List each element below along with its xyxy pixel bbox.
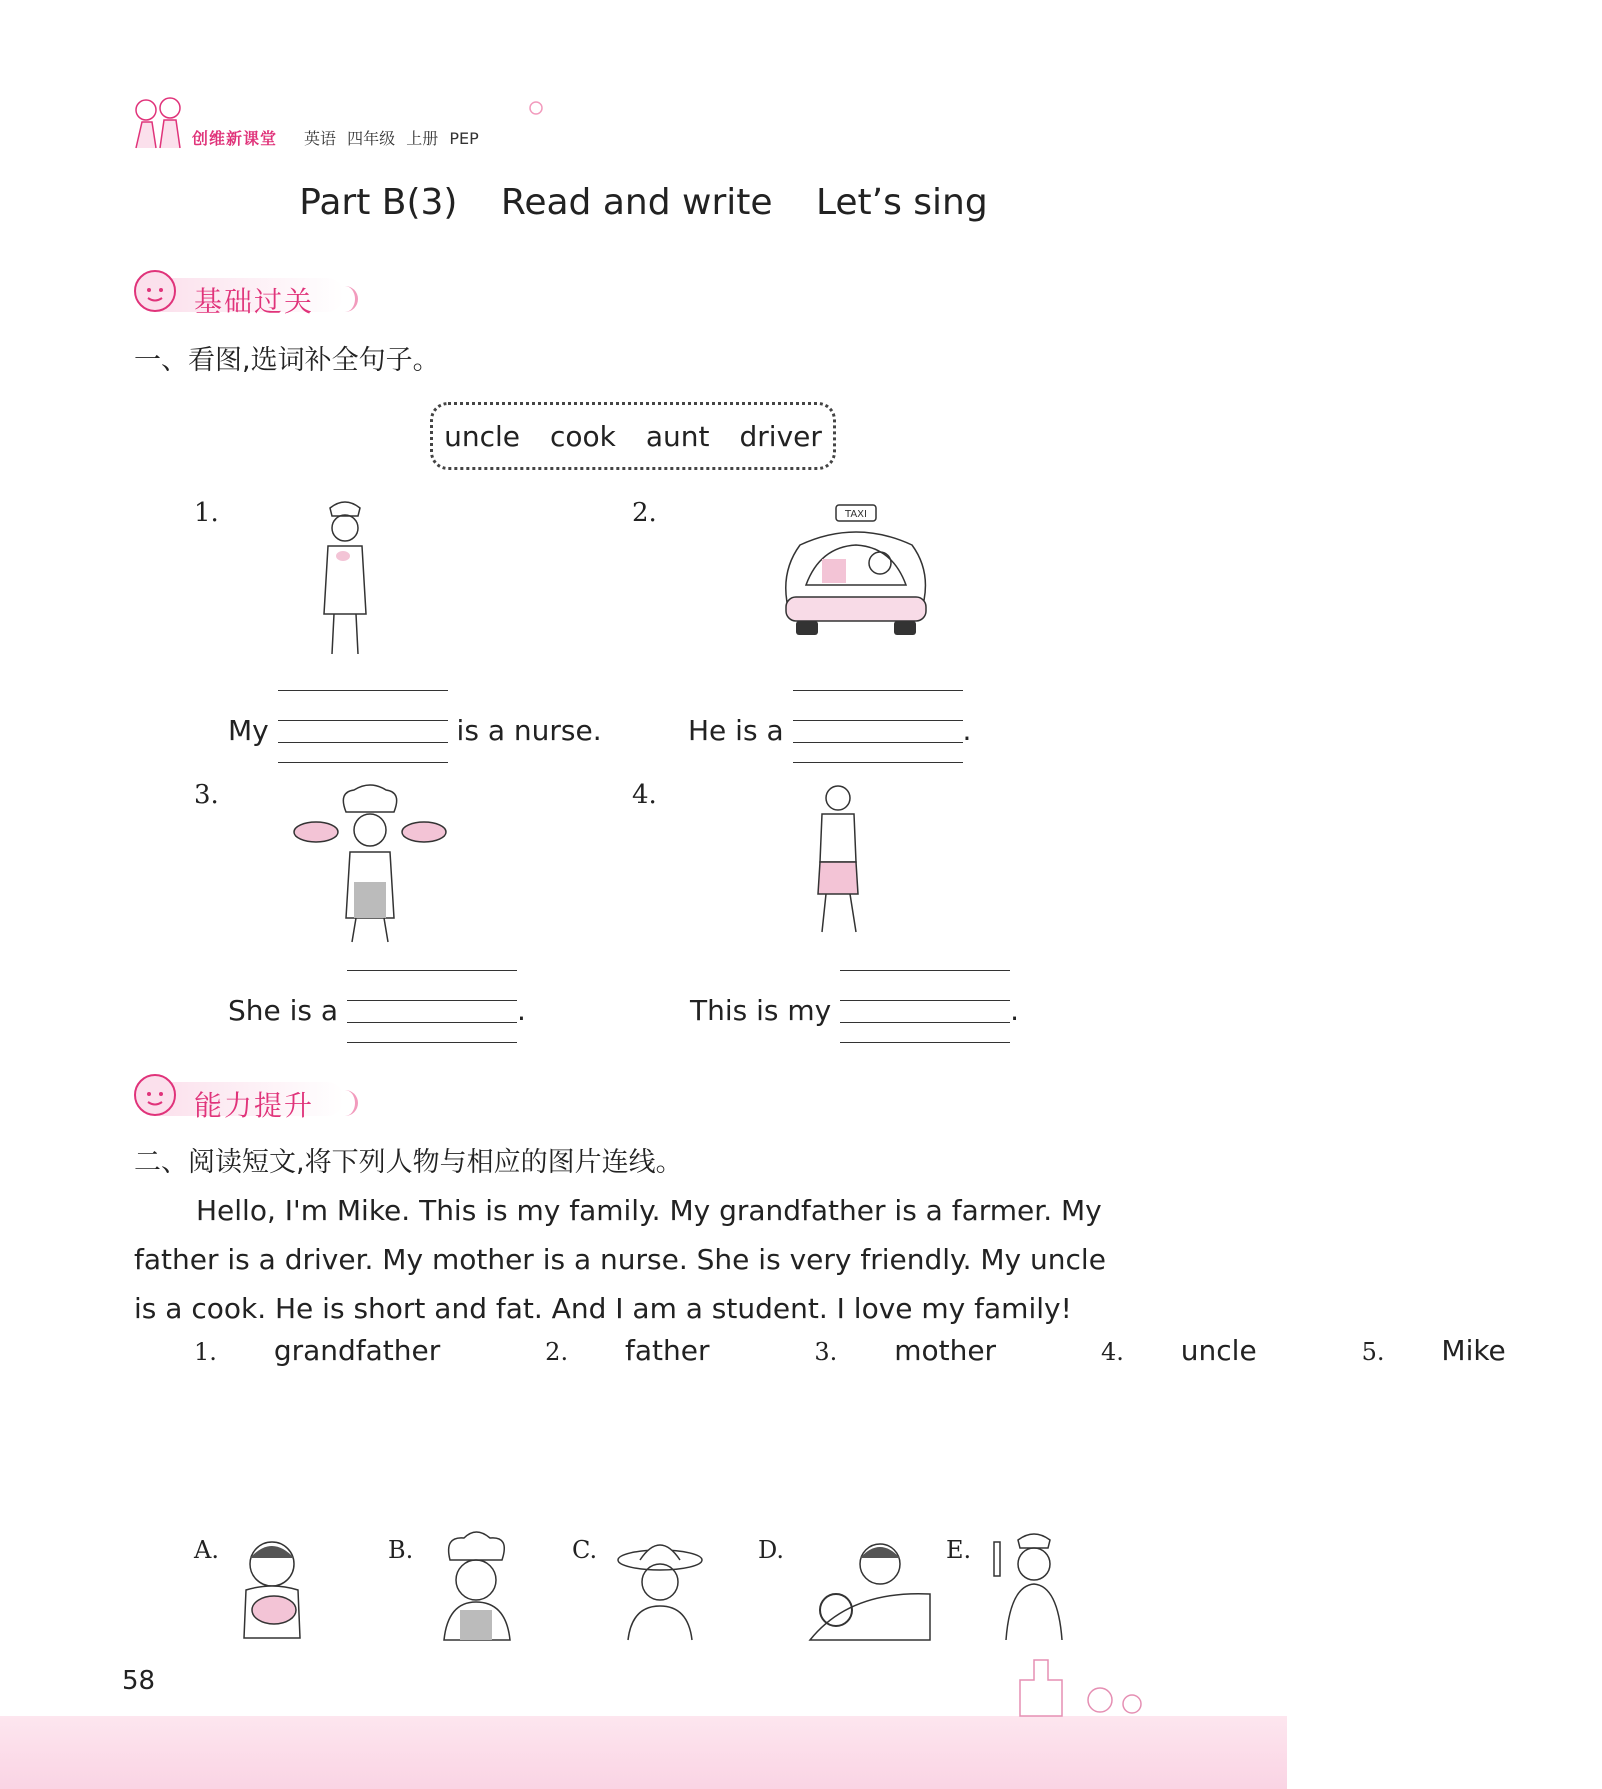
person-item[interactable] <box>545 1334 757 1367</box>
cook-picture <box>290 782 450 950</box>
person-item[interactable] <box>814 1334 1044 1367</box>
header-grade: 四年级 <box>347 129 396 148</box>
person-name: uncle <box>1180 1334 1257 1367</box>
person-name: Mike <box>1441 1334 1506 1367</box>
word-bank-item: cook <box>550 419 616 453</box>
person-item[interactable] <box>1362 1334 1554 1367</box>
reading-passage: Hello, I'm Mike. This is my family. My grandfather is a farmer. My father is a driver. My mother is a nurse. She is very friendly. My uncle is a cook. He is short and fat. And I am a student. I love my family! <box>134 1194 1106 1325</box>
item-number: 2. <box>632 498 657 528</box>
header-brand: 创维新课堂 <box>192 129 278 148</box>
title-part: Part B(3) <box>299 182 458 223</box>
header-subject: 英语 <box>304 129 337 148</box>
sentence-2 <box>688 710 971 747</box>
answer-blank[interactable] <box>347 990 517 1020</box>
person-number: 2. <box>545 1338 569 1366</box>
driver-father-picture[interactable] <box>790 1530 940 1642</box>
person-name: father <box>624 1334 710 1367</box>
word-bank-item: aunt <box>645 419 710 453</box>
title-sing: Let’s sing <box>815 182 988 223</box>
header-volume: 上册 <box>406 129 439 148</box>
answer-blank[interactable] <box>840 990 1010 1020</box>
flower-icon <box>526 98 546 118</box>
picture-label: E. <box>946 1536 972 1564</box>
chef-uncle-picture[interactable] <box>430 1530 520 1642</box>
picture-label: A. <box>194 1536 219 1564</box>
person-item[interactable] <box>194 1334 488 1367</box>
person-number: 1. <box>194 1338 217 1366</box>
picture-label: D. <box>758 1536 785 1564</box>
person-number: 3. <box>814 1338 838 1366</box>
person-name: grandfather <box>273 1334 441 1367</box>
word-bank-item: driver <box>739 419 822 453</box>
picture-label: C. <box>572 1536 598 1564</box>
castle-decoration-icon <box>990 1650 1170 1720</box>
word-bank-item: uncle <box>444 419 520 453</box>
question-2-heading: 二、阅读短文,将下列人物与相应的图片连线。 <box>134 1147 683 1178</box>
banner-tail <box>341 1090 358 1116</box>
sentence-after: . <box>1010 994 1020 1027</box>
sentence-before: This is my <box>690 994 832 1027</box>
person-number: 4. <box>1100 1338 1124 1366</box>
sentence-before: She is a <box>228 994 339 1027</box>
boy-student-picture[interactable] <box>226 1530 316 1642</box>
person-item[interactable] <box>1101 1334 1305 1367</box>
taxi-picture <box>770 505 940 645</box>
banner-text: 能力提升 <box>194 1089 315 1122</box>
taxi-sign: TAXI <box>845 509 867 520</box>
footer-band <box>0 1716 1287 1789</box>
girl-face-icon <box>132 268 176 312</box>
header-meta <box>304 126 479 149</box>
sentence-3 <box>228 990 526 1027</box>
person-list <box>194 1334 1602 1367</box>
girl-face-icon <box>132 1072 176 1116</box>
nurse-picture <box>310 496 380 661</box>
question-1-heading: 一、看图,选词补全句子。 <box>134 345 440 376</box>
nurse-mother-picture[interactable] <box>982 1526 1072 1642</box>
page-title <box>0 182 1287 223</box>
person-name: mother <box>894 1334 997 1367</box>
section-banner-basic <box>132 268 362 322</box>
item-number: 4. <box>632 780 657 810</box>
sentence-before: My <box>228 714 269 747</box>
banner-tail <box>341 286 358 312</box>
answer-blank[interactable] <box>793 710 963 740</box>
page-number: 58 <box>122 1666 156 1696</box>
sentence-before: He is a <box>688 714 784 747</box>
sentence-after: is a nurse. <box>456 714 602 747</box>
kids-logo-icon <box>128 88 198 158</box>
sentence-4 <box>690 990 1019 1027</box>
title-read: Read and write <box>500 182 773 223</box>
farmer-grandfather-picture[interactable] <box>612 1530 708 1642</box>
header-edition: PEP <box>449 129 479 148</box>
section-banner-advanced <box>132 1072 362 1126</box>
word-bank <box>430 402 836 470</box>
sentence-after: . <box>516 994 526 1027</box>
person-number: 5. <box>1361 1338 1385 1366</box>
sentence-after: . <box>962 714 972 747</box>
picture-label: B. <box>388 1536 414 1564</box>
answer-blank[interactable] <box>278 710 448 740</box>
item-number: 1. <box>194 498 219 528</box>
banner-text: 基础过关 <box>194 285 315 318</box>
sentence-1 <box>228 710 602 747</box>
item-number: 3. <box>194 780 219 810</box>
uncle-picture <box>800 782 880 942</box>
